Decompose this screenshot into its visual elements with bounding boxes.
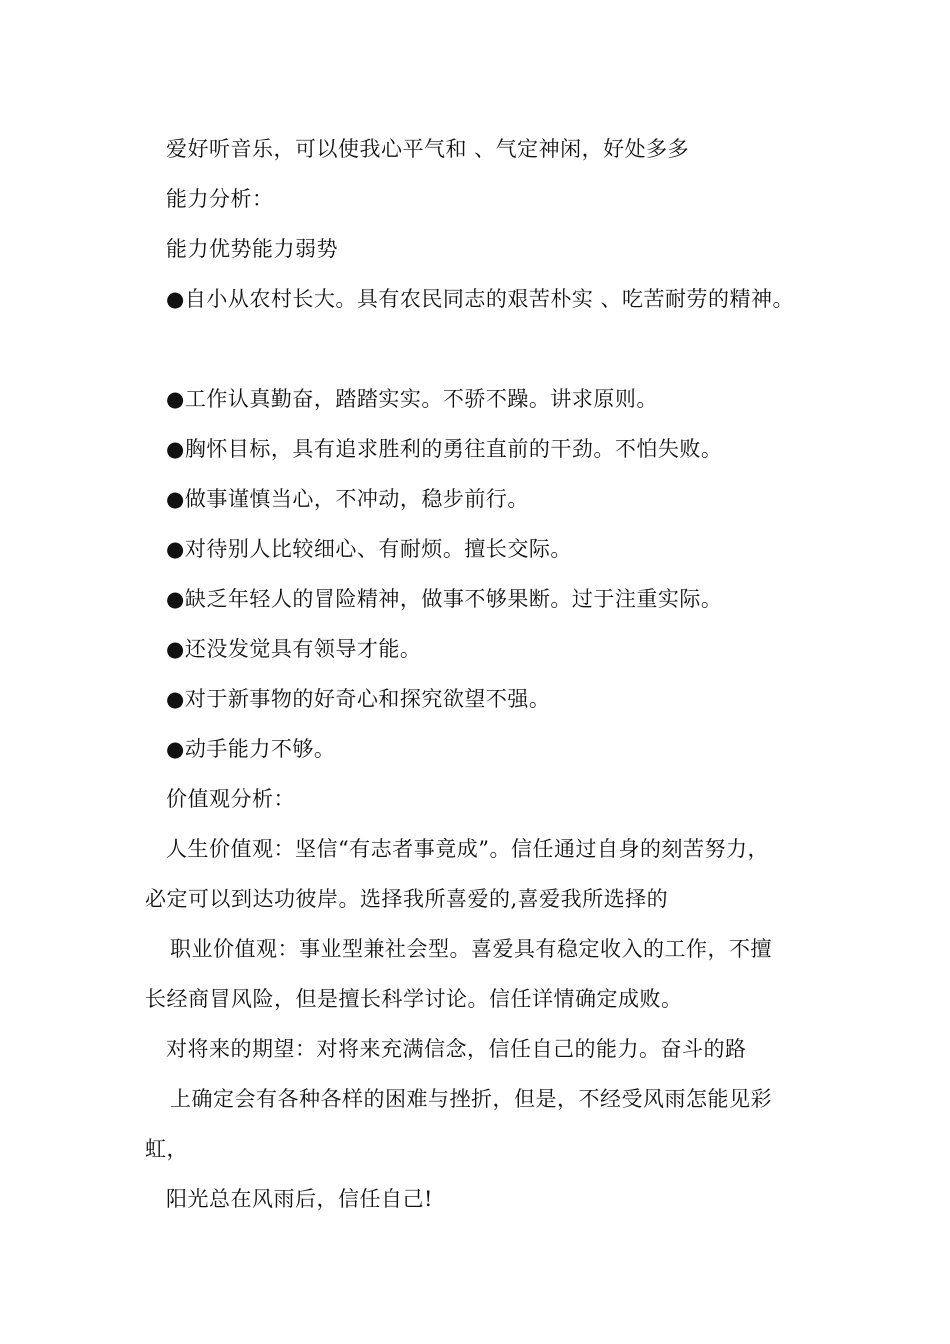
paragraph-career-values-cont: 长经商冒风险，但是擅长科学讨论。信任详情确定成败。 [145,987,683,1011]
bullet-item: ●动手能力不够。 [166,737,336,761]
heading-values-analysis: 价值观分析： [166,787,295,811]
bullet-item: ●做事谨慎当心，不冲动，稳步前行。 [166,487,529,511]
paragraph-future-expectation-cont: 上确定会有各种各样的困难与挫折，但是，不经受风雨怎能见彩 [170,1087,772,1111]
bullet-item: ●胸怀目标，具有追求胜利的勇往直前的干劲。不怕失败。 [166,437,723,461]
bullet-item: ●对于新事物的好奇心和探究欲望不强。 [166,687,551,711]
paragraph-career-values: 职业价值观：事业型兼社会型。喜爱具有稳定收入的工作，不擅 [170,937,772,961]
paragraph-future-expectation-cont2: 虹， [145,1137,188,1161]
paragraph-closing: 阳光总在风雨后，信任自己! [166,1187,433,1211]
bullet-item: ●自小从农村长大。具有农民同志的艰苦朴实 、吃苦耐劳的精神。 [166,287,794,311]
bullet-item: ●还没发觉具有领导才能。 [166,637,422,661]
paragraph-future-expectation: 对将来的期望：对将来充满信念，信任自己的能力。奋斗的路 [166,1037,747,1061]
paragraph-hobby: 爱好听音乐，可以使我心平气和 、气定神闲，好处多多 [166,137,690,161]
bullet-item: ●缺乏年轻人的冒险精神，做事不够果断。过于注重实际。 [166,587,723,611]
paragraph-life-values-cont: 必定可以到达功彼岸。选择我所喜爱的,喜爱我所选择的 [145,887,669,911]
paragraph-life-values: 人生价值观：坚信“有志者事竟成”。信任通过自身的刻苦努力， [166,837,769,861]
heading-ability-analysis: 能力分析： [166,187,274,211]
bullet-item: ●对待别人比较细心、有耐烦。擅长交际。 [166,537,572,561]
heading-strengths-weaknesses: 能力优势能力弱势 [166,237,338,261]
bullet-item: ●工作认真勤奋，踏踏实实。不骄不躁。讲求原则。 [166,387,658,411]
